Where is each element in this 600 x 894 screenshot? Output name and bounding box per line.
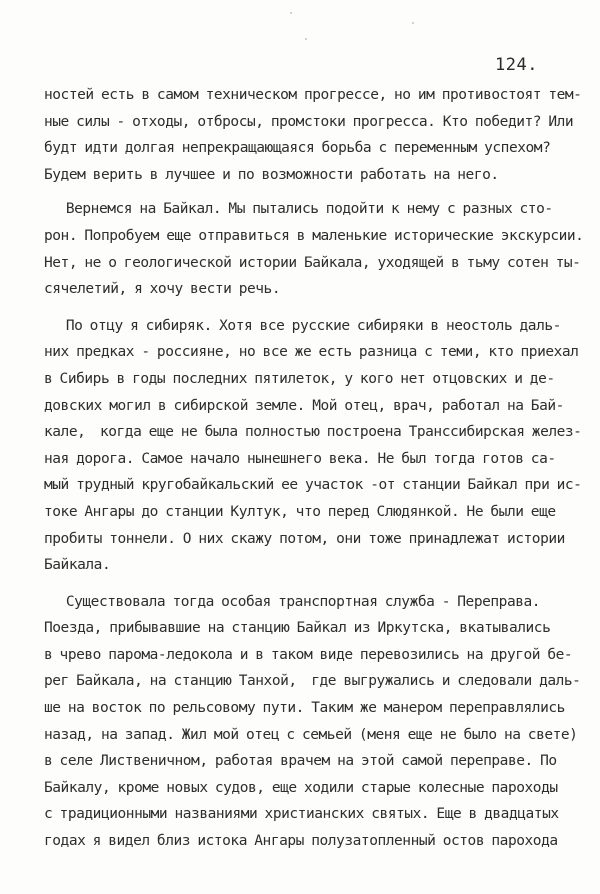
text-line: Поезда, прибывавшие на станцию Байкал из Иркутска, вкатывались: [44, 620, 551, 637]
text-line: в селе Лиственичном, работая врачем на этой самой переправе. По: [44, 753, 557, 770]
text-line: годах я видел близ истока Ангары полузатопленный остов парохода: [44, 833, 558, 850]
text-line: ностей есть в самом техническом прогрессе, но им противостоят тем-: [44, 87, 582, 103]
text-line: Существовала тогда особая транспортная служба - Переправа.: [44, 593, 541, 610]
text-line: По отцу я сибиряк. Хотя все русские сибиряки в неостоль даль-: [44, 317, 561, 334]
scan-speck: [305, 38, 307, 40]
text-line: ная дорога. Самое начало нынешнего века. Не был тогда готов са-: [44, 450, 556, 467]
document-body: [44, 82, 584, 855]
text-line: Байкалу, кроме новых судов, еще ходили старые колесные пароходы: [44, 779, 558, 796]
text-line: довских могил в сибирской земле. Мой отец, врач, работал на Бай-: [44, 397, 564, 414]
text-line: Будем верить в лучшее и по возможности работать на него.: [44, 166, 499, 183]
scan-speck: [412, 22, 414, 24]
text-line: в чрево парома-ледокола и в таком виде перевозились на другой бе-: [44, 646, 573, 663]
text-line: пробиты тоннели. О них скажу потом, они тоже принадлежат истории: [44, 530, 565, 547]
text-line: назад, на запад. Жил мой отец с семьей (меня еще не было на свете): [44, 726, 578, 743]
text-line: ные силы - отходы, отбросы, промстоки прогресса. Кто победит? Или: [44, 113, 574, 130]
page-number: 124.: [495, 55, 538, 75]
text-line: Вернемся на Байкал. Мы пытались подойти к нему с разных сто-: [44, 201, 553, 218]
text-line: ше на восток по рельсовому пути. Таким же манером переправлялись: [44, 700, 565, 717]
text-line: токе Ангары до станции Култук, что перед Слюдянкой. Не были еще: [44, 503, 556, 520]
text-line: кале, когда еще не была полностью построена Транссибирская желез-: [44, 424, 582, 441]
text-line: в Сибирь в годы последних пятилеток, у кого нет отцовских и де-: [44, 370, 555, 387]
text-line: Байкала.: [44, 557, 111, 574]
text-line: будт идти долгая непрекращающаяся борьба с переменным успехом?: [44, 140, 551, 157]
text-line: рег Байкала, на станцию Танхой, где выгружались и следовали даль-: [44, 673, 581, 690]
scan-speck: [290, 12, 292, 14]
text-line: мый трудный кругобайкальский ее участок -от станции Байкал при ис-: [44, 477, 582, 494]
text-line: сячелетий, я хочу вести речь.: [44, 281, 281, 298]
text-line: них предках - россияне, но все же есть разница с теми, кто приехал: [44, 344, 579, 361]
text-line: Нет, не о геологической истории Байкала, уходящей в тьму сотен ты-: [44, 254, 581, 271]
text-line: с традиционными названиями христианских святых. Еще в двадцатых: [44, 806, 559, 823]
text-line: рон. Попробуем еще отправиться в маленькие исторические экскурсии.: [44, 227, 584, 244]
